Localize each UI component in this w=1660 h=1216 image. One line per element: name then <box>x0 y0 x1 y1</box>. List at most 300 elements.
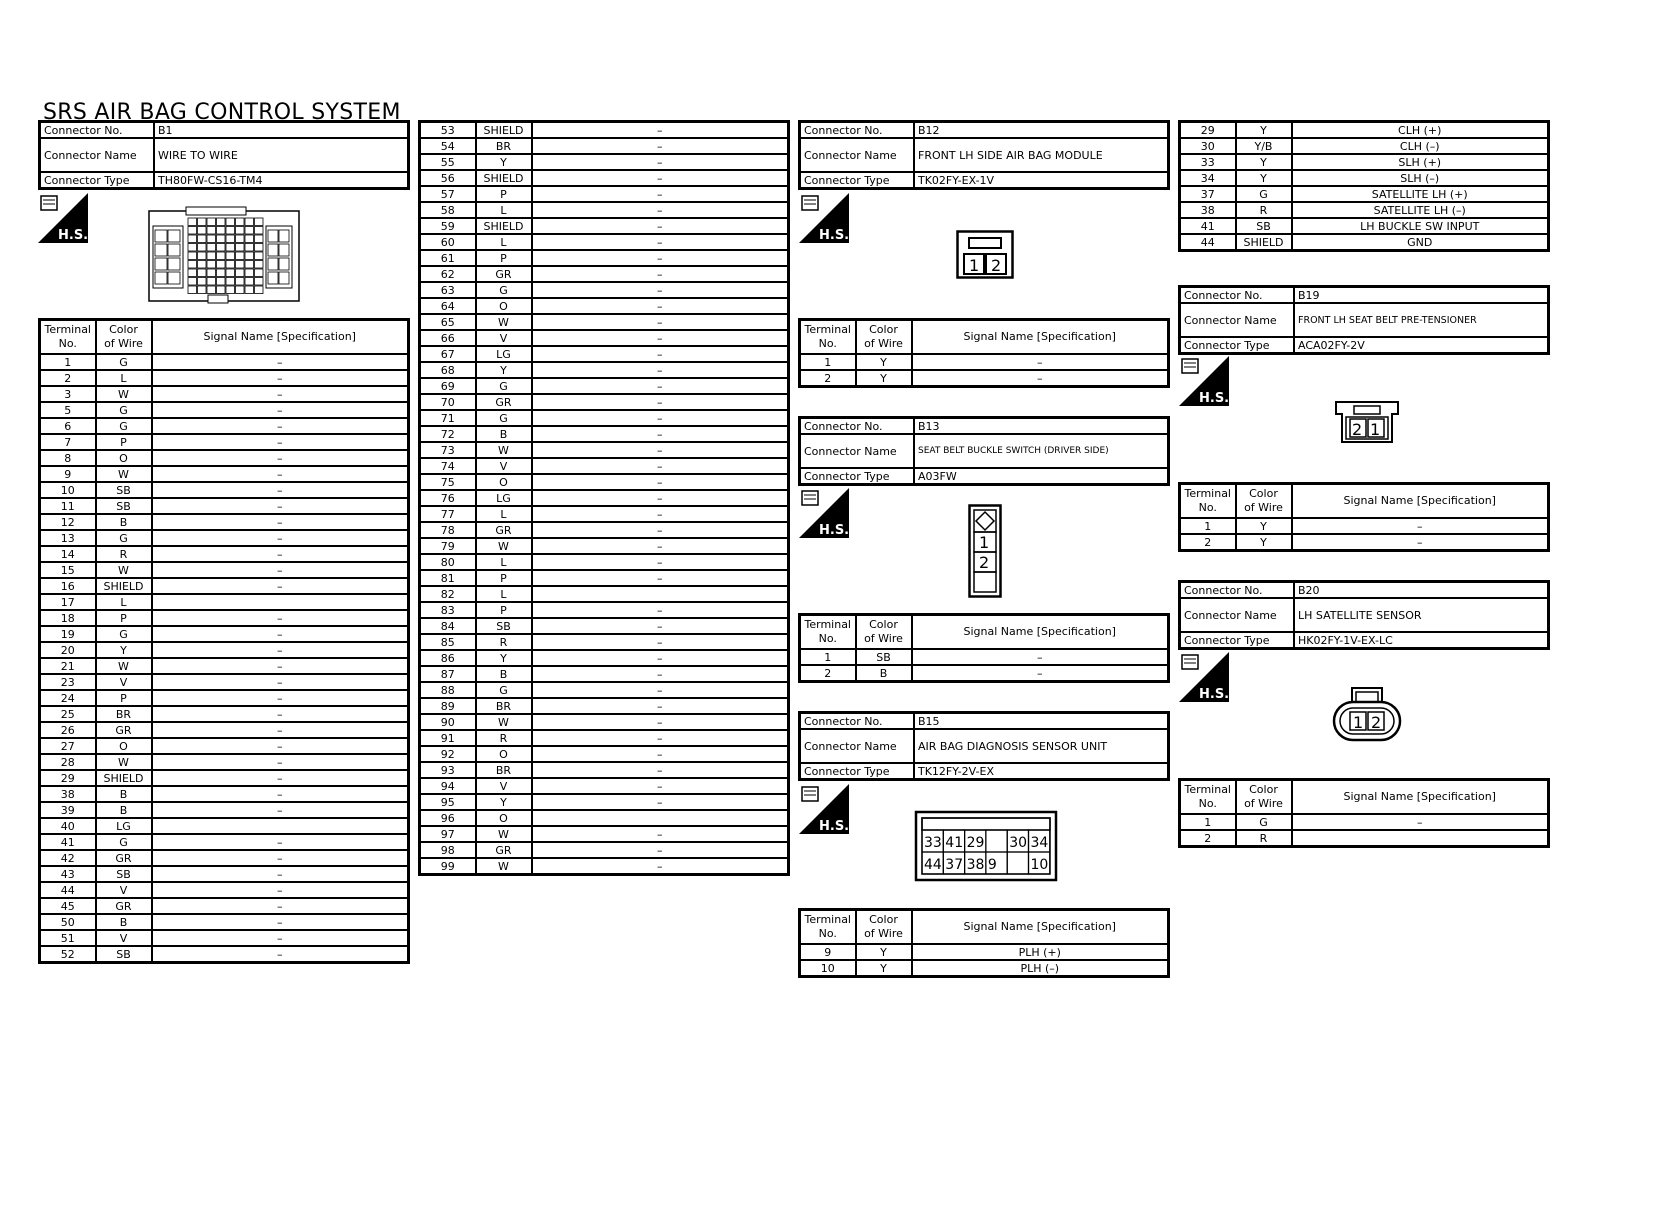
wire-color-cell: Y <box>1236 170 1292 186</box>
signal-name-cell: – <box>152 434 409 450</box>
color-of-wire-header: Color of Wire <box>1236 484 1292 519</box>
signal-name-cell: – <box>152 674 409 690</box>
signal-name-cell: – <box>532 218 789 234</box>
terminal-no-cell: 98 <box>420 842 476 858</box>
wire-color-cell: P <box>476 570 532 586</box>
connector-name-value: LH SATELLITE SENSOR <box>1294 598 1549 632</box>
signal-name-cell: – <box>532 746 789 762</box>
signal-name-cell: – <box>532 650 789 666</box>
table-row <box>420 298 789 314</box>
table-row <box>40 466 409 482</box>
signal-name-cell: – <box>532 346 789 362</box>
terminal-no-cell: 51 <box>40 930 96 946</box>
wire-color-cell: SHIELD <box>96 578 152 594</box>
terminal-no-cell: 54 <box>420 138 476 154</box>
wire-color-cell: SB <box>96 498 152 514</box>
signal-name-cell: – <box>532 442 789 458</box>
table-row <box>40 434 409 450</box>
signal-name-cell: – <box>1292 534 1549 551</box>
wire-color-cell: Y/B <box>1236 138 1292 154</box>
signal-name-header: Signal Name [Specification] <box>912 320 1169 355</box>
signal-name-cell: – <box>152 514 409 530</box>
connector-type-label: Connector Type <box>1180 337 1295 354</box>
wire-color-cell: W <box>96 658 152 674</box>
connector-b19-info <box>1178 285 1550 355</box>
svg-text:1: 1 <box>969 256 980 275</box>
connector-no-value: B19 <box>1294 287 1549 304</box>
wire-color-cell: L <box>476 554 532 570</box>
signal-name-cell: – <box>532 426 789 442</box>
connector-b15-face-diagram <box>914 810 1058 882</box>
terminal-no-cell: 79 <box>420 538 476 554</box>
signal-name-cell: – <box>532 618 789 634</box>
table-row <box>420 522 789 538</box>
terminal-table <box>418 120 790 876</box>
signal-name-cell: – <box>152 578 409 594</box>
wire-color-cell: V <box>476 330 532 346</box>
terminal-no-cell: 17 <box>40 594 96 610</box>
wire-color-cell: R <box>476 730 532 746</box>
signal-name-cell: – <box>152 482 409 498</box>
wire-color-cell: P <box>96 610 152 626</box>
table-row <box>420 570 789 586</box>
signal-name-cell: – <box>532 538 789 554</box>
connector-type-label: Connector Type <box>40 172 155 189</box>
connector-b1-terminal-table-continued <box>418 120 790 876</box>
wire-color-cell: O <box>476 810 532 826</box>
signal-name-cell: – <box>152 866 409 882</box>
wire-color-cell: LG <box>96 818 152 834</box>
hs-connector-icon <box>1179 652 1229 702</box>
connector-b15-block <box>798 711 1170 781</box>
connector-name-label: Connector Name <box>1180 303 1295 337</box>
wire-color-cell: V <box>96 930 152 946</box>
connector-b13-face-diagram <box>968 504 1004 600</box>
table-row <box>420 714 789 730</box>
signal-name-cell: – <box>532 266 789 282</box>
table-row <box>420 474 789 490</box>
table-row <box>420 202 789 218</box>
terminal-no-cell: 50 <box>40 914 96 930</box>
signal-name-cell: – <box>532 186 789 202</box>
terminal-no-header: Terminal No. <box>800 615 856 650</box>
terminal-no-cell: 7 <box>40 434 96 450</box>
terminal-no-cell: 1 <box>1180 518 1236 534</box>
connector-no-label: Connector No. <box>1180 582 1295 599</box>
table-row <box>40 658 409 674</box>
terminal-no-cell: 2 <box>800 370 856 387</box>
signal-name-cell: – <box>152 530 409 546</box>
signal-name-cell: – <box>532 474 789 490</box>
signal-name-cell: CLH (+) <box>1292 122 1549 139</box>
wire-color-cell: G <box>96 626 152 642</box>
wire-color-cell: GR <box>476 394 532 410</box>
connector-no-label: Connector No. <box>800 122 915 139</box>
signal-name-cell: – <box>152 466 409 482</box>
terminal-no-cell: 26 <box>40 722 96 738</box>
pin-label: 41 <box>945 835 964 851</box>
terminal-no-header: Terminal No. <box>40 320 96 355</box>
table-row <box>420 698 789 714</box>
signal-name-cell <box>152 818 409 834</box>
table-row <box>40 498 409 514</box>
wire-color-cell: R <box>96 546 152 562</box>
connector-type-value: TH80FW-CS16-TM4 <box>154 172 409 189</box>
wire-color-cell: BR <box>476 138 532 154</box>
connector-b20-face-diagram <box>1332 686 1402 744</box>
table-row <box>420 490 789 506</box>
signal-name-cell: – <box>532 554 789 570</box>
signal-name-cell: – <box>532 570 789 586</box>
table-row <box>420 234 789 250</box>
connector-b20-block <box>1178 580 1550 650</box>
terminal-no-cell: 28 <box>40 754 96 770</box>
connector-b12-terminal-table <box>798 318 1170 388</box>
terminal-no-cell: 16 <box>40 578 96 594</box>
table-row <box>420 218 789 234</box>
signal-name-cell: – <box>152 386 409 402</box>
table-row <box>800 944 1169 960</box>
signal-name-cell: – <box>532 762 789 778</box>
terminal-no-cell: 41 <box>40 834 96 850</box>
terminal-no-cell: 25 <box>40 706 96 722</box>
svg-text:1: 1 <box>1370 420 1381 439</box>
table-row <box>1180 202 1549 218</box>
connector-no-value: B12 <box>914 122 1169 139</box>
signal-name-cell: – <box>152 786 409 802</box>
terminal-table <box>38 318 410 964</box>
terminal-no-cell: 1 <box>1180 814 1236 830</box>
wire-color-cell: P <box>96 690 152 706</box>
signal-name-cell: – <box>532 666 789 682</box>
wire-color-cell: SHIELD <box>96 770 152 786</box>
table-row <box>40 578 409 594</box>
signal-name-cell: – <box>152 690 409 706</box>
table-row <box>420 282 789 298</box>
signal-name-cell: CLH (–) <box>1292 138 1549 154</box>
wire-color-cell: Y <box>476 154 532 170</box>
signal-name-cell: – <box>152 898 409 914</box>
table-row <box>1180 534 1549 551</box>
connector-type-value: ACA02FY-2V <box>1294 337 1549 354</box>
wire-color-cell: G <box>476 282 532 298</box>
signal-name-cell: – <box>152 642 409 658</box>
table-row <box>40 834 409 850</box>
signal-name-cell: – <box>532 170 789 186</box>
wire-color-cell: W <box>476 858 532 875</box>
pin-label: 29 <box>966 835 985 851</box>
wire-color-cell: SB <box>856 649 912 665</box>
wire-color-cell: Y <box>476 794 532 810</box>
connector-no-value: B15 <box>914 713 1169 730</box>
connector-no-value: B1 <box>154 122 409 139</box>
table-row <box>420 650 789 666</box>
table-row <box>40 402 409 418</box>
table-row <box>1180 138 1549 154</box>
terminal-no-cell: 30 <box>1180 138 1236 154</box>
terminal-no-header: Terminal No. <box>800 910 856 945</box>
terminal-no-cell: 42 <box>40 850 96 866</box>
hs-label: H.S. <box>58 228 88 243</box>
signal-name-cell: – <box>532 314 789 330</box>
table-row <box>40 786 409 802</box>
wire-color-cell: BR <box>96 706 152 722</box>
signal-name-header: Signal Name [Specification] <box>1292 780 1549 815</box>
color-of-wire-header: Color of Wire <box>856 615 912 650</box>
table-row <box>1180 518 1549 534</box>
terminal-no-cell: 18 <box>40 610 96 626</box>
svg-text:H.S.: H.S. <box>819 228 849 243</box>
wire-color-cell: W <box>476 538 532 554</box>
table-row <box>1180 218 1549 234</box>
terminal-no-cell: 73 <box>420 442 476 458</box>
pin-label: 33 <box>924 835 942 851</box>
table-row <box>420 346 789 362</box>
terminal-no-cell: 44 <box>1180 234 1236 251</box>
wire-color-cell: P <box>476 186 532 202</box>
wire-color-cell: SB <box>96 946 152 963</box>
signal-name-cell: SATELLITE LH (–) <box>1292 202 1549 218</box>
wire-color-cell: L <box>476 234 532 250</box>
wire-color-cell: SB <box>1236 218 1292 234</box>
signal-name-cell: – <box>152 754 409 770</box>
wire-color-cell: G <box>96 418 152 434</box>
connector-b13-block <box>798 416 1170 486</box>
signal-name-cell: – <box>532 602 789 618</box>
signal-name-cell: – <box>1292 518 1549 534</box>
terminal-no-cell: 3 <box>40 386 96 402</box>
signal-name-cell: – <box>152 562 409 578</box>
wire-color-cell: R <box>1236 830 1292 847</box>
connector-type-label: Connector Type <box>800 172 915 189</box>
wire-color-cell: B <box>476 426 532 442</box>
signal-name-cell: – <box>912 354 1169 370</box>
svg-text:1: 1 <box>1353 713 1364 732</box>
wire-color-cell: O <box>96 450 152 466</box>
connector-name-label: Connector Name <box>800 434 915 468</box>
table-row <box>40 530 409 546</box>
signal-name-cell: – <box>532 154 789 170</box>
table-row <box>40 674 409 690</box>
connector-type-value: TK12FY-2V-EX <box>914 763 1169 780</box>
terminal-no-cell: 85 <box>420 634 476 650</box>
signal-name-cell: SLH (–) <box>1292 170 1549 186</box>
connector-b12-info <box>798 120 1170 190</box>
signal-name-cell: – <box>532 362 789 378</box>
table-row <box>420 842 789 858</box>
terminal-no-cell: 59 <box>420 218 476 234</box>
terminal-table <box>1178 778 1550 848</box>
table-row <box>40 450 409 466</box>
connector-b13-terminal-table <box>798 613 1170 683</box>
table-row <box>800 354 1169 370</box>
table-row <box>40 706 409 722</box>
table-row <box>420 858 789 875</box>
table-row <box>40 482 409 498</box>
wire-color-cell: O <box>476 298 532 314</box>
table-row <box>40 626 409 642</box>
signal-name-cell: – <box>532 250 789 266</box>
signal-name-cell <box>1292 830 1549 847</box>
terminal-no-cell: 55 <box>420 154 476 170</box>
terminal-no-cell: 70 <box>420 394 476 410</box>
wire-color-cell: GR <box>476 522 532 538</box>
signal-name-cell: LH BUCKLE SW INPUT <box>1292 218 1549 234</box>
table-row <box>420 394 789 410</box>
terminal-no-cell: 76 <box>420 490 476 506</box>
connector-b20-info <box>1178 580 1550 650</box>
signal-name-cell <box>152 594 409 610</box>
color-of-wire-header: Color of Wire <box>856 910 912 945</box>
terminal-no-cell: 19 <box>40 626 96 642</box>
terminal-no-cell: 29 <box>40 770 96 786</box>
terminal-no-cell: 15 <box>40 562 96 578</box>
connector-name-value: AIR BAG DIAGNOSIS SENSOR UNIT <box>914 729 1169 763</box>
wire-color-cell: O <box>96 738 152 754</box>
terminal-no-cell: 53 <box>420 122 476 139</box>
table-row <box>420 538 789 554</box>
terminal-no-cell: 82 <box>420 586 476 602</box>
table-row <box>40 802 409 818</box>
table-row <box>420 266 789 282</box>
signal-name-cell: – <box>532 122 789 139</box>
svg-text:H.S.: H.S. <box>1199 687 1229 702</box>
wire-color-cell: W <box>476 314 532 330</box>
table-row <box>420 634 789 650</box>
terminal-no-cell: 8 <box>40 450 96 466</box>
table-row <box>40 754 409 770</box>
wire-color-cell: W <box>96 754 152 770</box>
color-of-wire-header: Color of Wire <box>96 320 152 355</box>
terminal-no-cell: 80 <box>420 554 476 570</box>
connector-type-label: Connector Type <box>1180 632 1295 649</box>
signal-name-header: Signal Name [Specification] <box>152 320 409 355</box>
table-row <box>40 738 409 754</box>
wire-color-cell: B <box>96 802 152 818</box>
terminal-no-cell: 2 <box>1180 534 1236 551</box>
connector-type-value: TK02FY-EX-1V <box>914 172 1169 189</box>
wire-color-cell: GR <box>96 898 152 914</box>
terminal-no-cell: 23 <box>40 674 96 690</box>
signal-name-cell: – <box>152 706 409 722</box>
terminal-no-cell: 56 <box>420 170 476 186</box>
table-row <box>420 186 789 202</box>
table-row <box>420 554 789 570</box>
connector-b13-info <box>798 416 1170 486</box>
signal-name-cell: – <box>912 665 1169 682</box>
terminal-no-header: Terminal No. <box>800 320 856 355</box>
connector-b12-face-diagram <box>956 230 1016 280</box>
pin-label: 44 <box>924 857 942 873</box>
wire-color-cell: L <box>96 370 152 386</box>
terminal-no-cell: 66 <box>420 330 476 346</box>
hs-connector-icon <box>799 193 849 243</box>
terminal-no-cell: 38 <box>1180 202 1236 218</box>
table-row <box>420 170 789 186</box>
signal-name-cell: – <box>152 882 409 898</box>
wire-color-cell: Y <box>96 642 152 658</box>
terminal-no-cell: 5 <box>40 402 96 418</box>
svg-text:2: 2 <box>1371 713 1382 732</box>
terminal-no-cell: 86 <box>420 650 476 666</box>
table-row <box>420 618 789 634</box>
table-row <box>40 818 409 834</box>
wire-color-cell: BR <box>476 698 532 714</box>
signal-name-cell: – <box>532 714 789 730</box>
terminal-no-cell: 95 <box>420 794 476 810</box>
signal-name-cell: – <box>532 682 789 698</box>
pin-label: 10 <box>1030 857 1049 873</box>
connector-name-label: Connector Name <box>800 729 915 763</box>
table-row <box>420 154 789 170</box>
svg-text:1: 1 <box>979 533 990 552</box>
color-of-wire-header: Color of Wire <box>1236 780 1292 815</box>
table-row <box>420 250 789 266</box>
wire-color-cell: O <box>476 474 532 490</box>
terminal-table <box>798 908 1170 978</box>
terminal-no-cell: 2 <box>800 665 856 682</box>
table-row <box>40 882 409 898</box>
terminal-no-cell: 67 <box>420 346 476 362</box>
signal-name-cell: – <box>152 834 409 850</box>
table-row <box>40 866 409 882</box>
wire-color-cell: SB <box>476 618 532 634</box>
connector-name-label: Connector Name <box>40 138 155 172</box>
table-row <box>420 794 789 810</box>
terminal-no-cell: 52 <box>40 946 96 963</box>
wire-color-cell: L <box>96 594 152 610</box>
connector-name-value: SEAT BELT BUCKLE SWITCH (DRIVER SIDE) <box>914 434 1169 468</box>
signal-name-cell: – <box>152 658 409 674</box>
wire-color-cell: Y <box>856 354 912 370</box>
wire-color-cell: V <box>476 458 532 474</box>
table-row <box>420 826 789 842</box>
table-row <box>1180 234 1549 251</box>
wire-color-cell: B <box>476 666 532 682</box>
table-row <box>40 386 409 402</box>
table-row <box>40 370 409 386</box>
table-row <box>40 354 409 370</box>
svg-text:2: 2 <box>991 256 1002 275</box>
wire-color-cell: L <box>476 202 532 218</box>
wire-color-cell: LG <box>476 346 532 362</box>
connector-type-label: Connector Type <box>800 763 915 780</box>
connector-b1-terminal-table <box>38 318 410 964</box>
table-row <box>40 642 409 658</box>
table-row <box>420 378 789 394</box>
terminal-no-cell: 2 <box>40 370 96 386</box>
terminal-no-cell: 57 <box>420 186 476 202</box>
terminal-no-cell: 74 <box>420 458 476 474</box>
terminal-no-cell: 69 <box>420 378 476 394</box>
signal-name-header: Signal Name [Specification] <box>912 615 1169 650</box>
connector-b15-terminal-table-continued <box>1178 120 1550 252</box>
wire-color-cell: W <box>476 826 532 842</box>
wire-color-cell: B <box>96 514 152 530</box>
wire-color-cell: SHIELD <box>476 122 532 139</box>
terminal-no-cell: 81 <box>420 570 476 586</box>
terminal-no-cell: 60 <box>420 234 476 250</box>
svg-text:H.S.: H.S. <box>819 523 849 538</box>
terminal-no-cell: 29 <box>1180 122 1236 139</box>
terminal-no-cell: 61 <box>420 250 476 266</box>
wire-color-cell: Y <box>476 650 532 666</box>
connector-b20-terminal-table <box>1178 778 1550 848</box>
terminal-no-cell: 10 <box>800 960 856 977</box>
signal-name-cell: – <box>152 914 409 930</box>
signal-name-cell: – <box>532 282 789 298</box>
pin-label: 34 <box>1030 835 1049 851</box>
